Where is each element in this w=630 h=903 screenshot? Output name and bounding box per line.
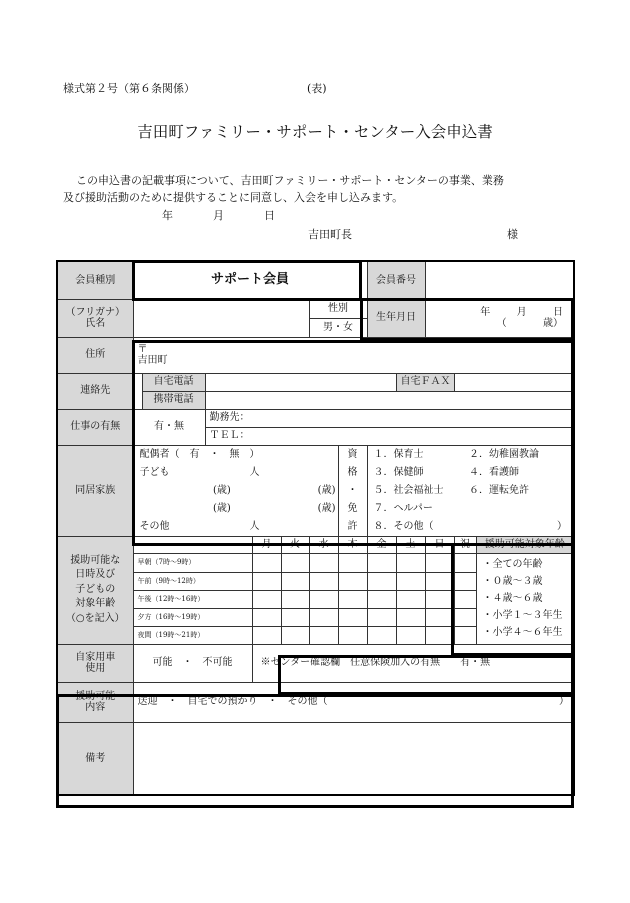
addressee-honorific: 様: [507, 228, 518, 241]
weekday-sun: 日: [425, 536, 454, 553]
date-year: 年: [162, 209, 173, 222]
form-number: 様式第２号（第６条関係）: [63, 82, 195, 95]
front-side-mark: (表): [307, 82, 327, 95]
member-type-value: サポート会員: [133, 261, 367, 299]
license-item: ２．幼稚園教論: [469, 448, 540, 460]
work-tel-field[interactable]: [205, 427, 574, 445]
slot-cell[interactable]: [338, 572, 367, 590]
slot-cell[interactable]: [454, 626, 476, 644]
work-tel-label: ＴＥＬ：: [209, 430, 250, 442]
slot-cell[interactable]: [252, 608, 281, 626]
target-age-label: 援助可能対象年齢: [476, 536, 574, 553]
target-age-item: ・全ての年齢: [482, 559, 543, 570]
slot-cell[interactable]: [252, 626, 281, 644]
target-age-item: ・０歳～３歳: [482, 576, 543, 587]
postal-mark: 〒: [137, 343, 148, 355]
time-slot-night: 夜間（19時～21時）: [133, 626, 252, 644]
home-phone-field[interactable]: [205, 373, 396, 391]
addressee-mayor: 吉田町長: [308, 228, 352, 241]
date-month: 月: [213, 209, 224, 222]
license-item: ８．その他（: [373, 520, 434, 532]
birth-date-field[interactable]: [425, 299, 574, 337]
content-close-paren: ）: [559, 696, 570, 708]
time-slot-evening: 夕方（16時～19時）: [133, 608, 252, 626]
slot-cell[interactable]: [396, 608, 425, 626]
member-type-label: 会員種別: [57, 261, 133, 299]
slot-cell[interactable]: [454, 553, 476, 572]
weekday-sat: 土: [396, 536, 425, 553]
member-number-field[interactable]: [425, 261, 574, 299]
license-heading: 資 格 ・ 免 許: [338, 445, 367, 536]
car-label: 自家用車 使用: [57, 644, 133, 682]
child-age-line-2: (歳) (歳): [212, 502, 336, 514]
availability-label: 援助可能な 日時及び 子どもの 対象年齢 （○を記入）: [57, 536, 133, 644]
license-list[interactable]: [367, 445, 574, 536]
weekday-tue: 火: [281, 536, 309, 553]
age-close: 歳）: [543, 318, 564, 329]
spouse-line: 配偶者（ 有 ・ 無 ）: [139, 448, 260, 460]
slot-cell[interactable]: [425, 608, 454, 626]
member-number-label: 会員番号: [367, 261, 425, 299]
license-item: ５．社会福祉士: [373, 484, 444, 496]
home-phone-label: 自宅電話: [142, 373, 205, 391]
home-fax-field[interactable]: [454, 373, 574, 391]
remarks-label: 備考: [57, 722, 133, 795]
weekday-thu: 木: [338, 536, 367, 553]
slot-cell[interactable]: [309, 572, 338, 590]
gender-cell: [309, 299, 367, 337]
slot-cell[interactable]: [454, 608, 476, 626]
slot-cell[interactable]: [338, 608, 367, 626]
contact-label: 連絡先: [57, 373, 133, 409]
mobile-phone-label: 携帯電話: [142, 391, 205, 409]
weekday-mon: 月: [252, 536, 281, 553]
slot-cell[interactable]: [454, 572, 476, 590]
home-fax-label: 自宅ＦＡＸ: [396, 373, 454, 391]
time-slot-morning: 午前（9時～12時）: [133, 572, 252, 590]
family-field[interactable]: [133, 445, 338, 536]
name-label-cell: [57, 299, 133, 337]
car-options[interactable]: 可能 ・ 不可能: [133, 644, 252, 682]
slot-cell[interactable]: [309, 608, 338, 626]
slot-cell[interactable]: [252, 553, 281, 572]
birth-year: 年: [480, 306, 491, 318]
work-label: 仕事の有無: [57, 409, 133, 445]
weekday-fri: 金: [367, 536, 396, 553]
license-item: ４．看護師: [469, 466, 520, 478]
others-line: その他 人: [139, 520, 260, 532]
slot-cell[interactable]: [425, 626, 454, 644]
slot-cell[interactable]: [367, 572, 396, 590]
town-name: 吉田町: [137, 355, 168, 366]
slot-cell[interactable]: [281, 590, 309, 608]
content-options: 送迎 ・ 自宅での預かり ・ その他（: [137, 696, 328, 708]
slot-cell[interactable]: [309, 553, 338, 572]
name-field[interactable]: [133, 299, 309, 337]
target-age-list[interactable]: [476, 553, 574, 644]
slot-cell[interactable]: [367, 553, 396, 572]
license-close-paren: ）: [557, 520, 568, 532]
content-field[interactable]: [133, 682, 574, 722]
birth-date-label: 生年月日: [367, 299, 425, 337]
address-label: 住所: [57, 337, 133, 373]
time-slot-early: 早朝（7時～9時）: [133, 553, 252, 572]
slot-cell[interactable]: [396, 572, 425, 590]
name-label: 氏名: [85, 318, 106, 329]
time-slot-afternoon: 午後（12時～16時）: [133, 590, 252, 608]
application-date: [162, 207, 275, 223]
target-age-item: ・小学１～３年生: [482, 610, 563, 621]
slot-cell[interactable]: [281, 553, 309, 572]
intro-line-1: この申込書の記載事項について、吉田町ファミリー・サポート・センターの事業、業務: [76, 174, 504, 187]
center-check-note: ※センター確認欄 任意保険加入の有無 有・無: [252, 644, 574, 682]
slot-cell[interactable]: [281, 626, 309, 644]
slot-cell[interactable]: [425, 572, 454, 590]
birth-day: 日: [553, 306, 564, 318]
address-field[interactable]: [133, 337, 574, 373]
remarks-field[interactable]: [133, 722, 574, 795]
child-age-line-1: (歳) (歳): [212, 484, 336, 496]
slot-cell[interactable]: [425, 553, 454, 572]
workplace-field[interactable]: [205, 409, 574, 427]
license-item: ３．保健師: [373, 466, 424, 478]
gender-label: 性別: [310, 300, 367, 319]
family-label: 同居家族: [57, 445, 133, 536]
weekday-holiday: 祝: [454, 536, 476, 553]
slot-cell[interactable]: [338, 590, 367, 608]
gender-options[interactable]: 男・女: [323, 321, 353, 333]
work-options[interactable]: 有・無: [133, 409, 205, 445]
time-slot-header: [133, 536, 252, 553]
slot-cell[interactable]: [367, 608, 396, 626]
slot-cell[interactable]: [425, 590, 454, 608]
application-form-table: [56, 260, 575, 796]
children-line: 子ども 人: [139, 466, 260, 478]
slot-cell[interactable]: [396, 553, 425, 572]
license-item: １．保育士: [373, 448, 424, 460]
slot-cell[interactable]: [367, 626, 396, 644]
slot-cell[interactable]: [281, 572, 309, 590]
weekday-wed: 水: [309, 536, 338, 553]
slot-cell[interactable]: [396, 590, 425, 608]
slot-cell[interactable]: [396, 626, 425, 644]
age-open: （: [496, 318, 507, 329]
license-item: ７．ヘルパー: [373, 502, 433, 514]
slot-cell[interactable]: [338, 553, 367, 572]
slot-cell[interactable]: [252, 590, 281, 608]
mobile-phone-field[interactable]: [205, 391, 574, 409]
furigana-label: （フリガナ）: [65, 306, 125, 318]
target-age-item: ・小学４～６年生: [482, 627, 563, 638]
slot-cell[interactable]: [309, 590, 338, 608]
target-age-item: ・４歳～６歳: [482, 593, 543, 604]
workplace-label: 勤務先：: [209, 412, 250, 424]
date-day: 日: [264, 209, 275, 222]
slot-cell[interactable]: [281, 608, 309, 626]
birth-month: 月: [516, 306, 527, 318]
intro-line-2: 及び援助活動のために提供することに同意し、入会を申し込みます。: [63, 191, 404, 204]
slot-cell[interactable]: [309, 626, 338, 644]
slot-cell[interactable]: [252, 572, 281, 590]
slot-cell[interactable]: [367, 590, 396, 608]
content-label: 援助可能 内容: [57, 682, 133, 722]
license-item: ６．運転免許: [469, 484, 530, 496]
slot-cell[interactable]: [454, 590, 476, 608]
slot-cell[interactable]: [338, 626, 367, 644]
document-title: 吉田町ファミリー・サポート・センター入会申込書: [137, 123, 493, 141]
